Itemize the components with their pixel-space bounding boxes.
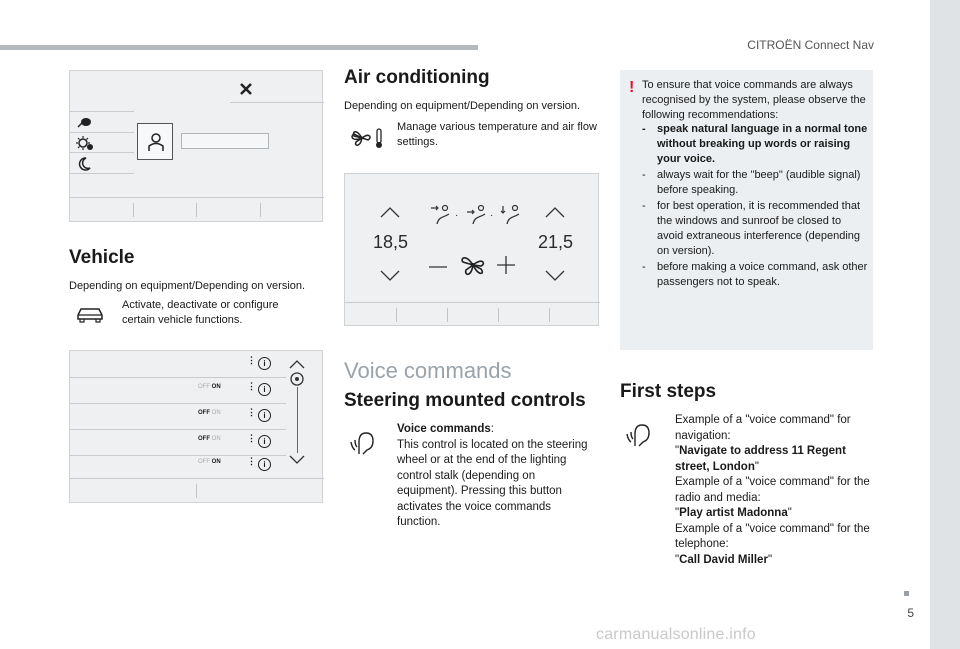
voice-command-button-icon	[349, 428, 381, 456]
warning-icon: !	[629, 79, 635, 96]
vehicle-description: Activate, deactivate or configure certain vehicle functions.	[122, 299, 279, 326]
header-title: CITROËN Connect Nav	[747, 38, 874, 52]
recommendations-list	[642, 122, 868, 291]
toggle-off-on-1: OFF ON	[198, 384, 221, 390]
vehicle-availability: Depending on equipment/Depending on version.	[69, 280, 306, 292]
brightness-settings-icon	[76, 135, 94, 151]
separator-dot: ·	[455, 210, 459, 221]
voice-commands-section-title: Voice commands	[344, 358, 512, 383]
voice-command-button-icon	[625, 420, 657, 448]
scroll-position-icon	[290, 372, 304, 386]
climate-screen-illustration	[344, 173, 599, 326]
night-mode-icon	[77, 157, 91, 171]
scroll-down-icon	[289, 455, 305, 465]
more-options-icon: ⋮	[247, 433, 256, 443]
air-conditioning-availability: Depending on equipment/Depending on version.	[344, 100, 581, 112]
recommendations-box	[620, 70, 873, 350]
car-icon	[75, 306, 105, 324]
fan-speed-icon	[459, 250, 487, 280]
radio-example-intro: Example of a "voice command" for the radio and media:	[675, 476, 870, 504]
airflow-upper-icon	[429, 204, 453, 226]
voice-commands-body: This control is located on the steering wheel or at the end of the lighting control stalk (depending on equipment). Pressing this button activates the voice commands function.	[397, 438, 588, 528]
right-temperature: 21,5	[538, 232, 574, 252]
airflow-middle-icon	[465, 204, 489, 226]
air-conditioning-description: Manage various temperature and air flow settings.	[397, 121, 597, 148]
voice-commands-label: Voice commands	[397, 423, 491, 435]
scrollbar-track	[297, 387, 298, 453]
page-marker	[904, 591, 909, 596]
info-icon: i	[258, 435, 271, 448]
close-icon	[240, 83, 252, 95]
airflow-lower-icon	[499, 204, 523, 226]
info-icon: i	[258, 383, 271, 396]
toggle-off-on-2: OFF ON	[198, 410, 221, 416]
settings-screen-illustration	[69, 70, 323, 222]
info-icon: i	[258, 409, 271, 422]
info-icon: i	[258, 357, 271, 370]
profile-tile	[137, 123, 173, 160]
list-item: - before making a voice command, ask other passengers not to speak.	[642, 260, 868, 290]
steering-controls-heading: Steering mounted controls	[344, 390, 586, 411]
profile-field	[181, 133, 269, 149]
toggle-off-on-4: OFF ON	[198, 459, 221, 465]
separator-dot: ·	[490, 210, 494, 221]
palette-icon	[76, 115, 92, 129]
fan-increase-icon	[497, 256, 515, 274]
voice-commands-text: Voice commands: This control is located on the steering wheel or at the end of the lighting control stalk (depending on equipment). Pressing this button activates the voice commands function.	[397, 423, 588, 528]
page-number: 5	[907, 606, 914, 620]
header-bar	[0, 45, 478, 50]
user-profile-icon	[147, 132, 165, 152]
radio-example-command: Play artist Madonna	[679, 507, 788, 519]
page-edge-bar	[930, 0, 960, 649]
right-temp-down-icon	[545, 270, 565, 281]
left-temp-down-icon	[380, 270, 400, 281]
watermark: carmanualsonline.info	[596, 626, 756, 643]
first-steps-examples: Example of a "voice command" for navigation: "Navigate to address 11 Regent street, London" Example of a "voice command" for the radio and media: "Play artist Madonna" Example of a "voice command" for the telephone: "Call David Miller"	[675, 414, 870, 566]
toggle-off-on-3: OFF ON	[198, 436, 221, 442]
more-options-icon: ⋮	[247, 456, 256, 466]
vehicle-heading: Vehicle	[69, 247, 135, 268]
more-options-icon: ⋮	[247, 355, 256, 365]
telephone-example-command: Call David Miller	[679, 553, 768, 566]
list-item: - for best operation, it is recommended that the windows and sunroof be closed to avoid extraneous interference (depending on version).	[642, 199, 868, 259]
fan-decrease-icon	[429, 266, 447, 268]
first-steps-heading: First steps	[620, 381, 717, 402]
vehicle-functions-screen-illustration	[69, 350, 323, 503]
list-item: - always wait for the "beep" (audible signal) before speaking.	[642, 168, 868, 198]
navigation-example-intro: Example of a "voice command" for navigation:	[675, 414, 851, 442]
scroll-up-icon	[289, 359, 305, 369]
fan-temperature-icon	[350, 126, 386, 150]
more-options-icon: ⋮	[247, 381, 256, 391]
list-item: - speak natural language in a normal tone without breaking up words or raising your voice.	[642, 122, 868, 167]
more-options-icon: ⋮	[247, 407, 256, 417]
info-icon: i	[258, 458, 271, 471]
navigation-example-command: Navigate to address 11 Regent street, London	[675, 445, 846, 473]
left-temperature: 18,5	[373, 232, 409, 252]
telephone-example-intro: Example of a "voice command" for the telephone:	[675, 522, 870, 550]
right-temp-up-icon	[545, 207, 565, 218]
left-temp-up-icon	[380, 207, 400, 218]
recommendations-intro: To ensure that voice commands are always recognised by the system, please observe the following recommendations:	[642, 79, 866, 121]
air-conditioning-heading: Air conditioning	[344, 67, 490, 88]
